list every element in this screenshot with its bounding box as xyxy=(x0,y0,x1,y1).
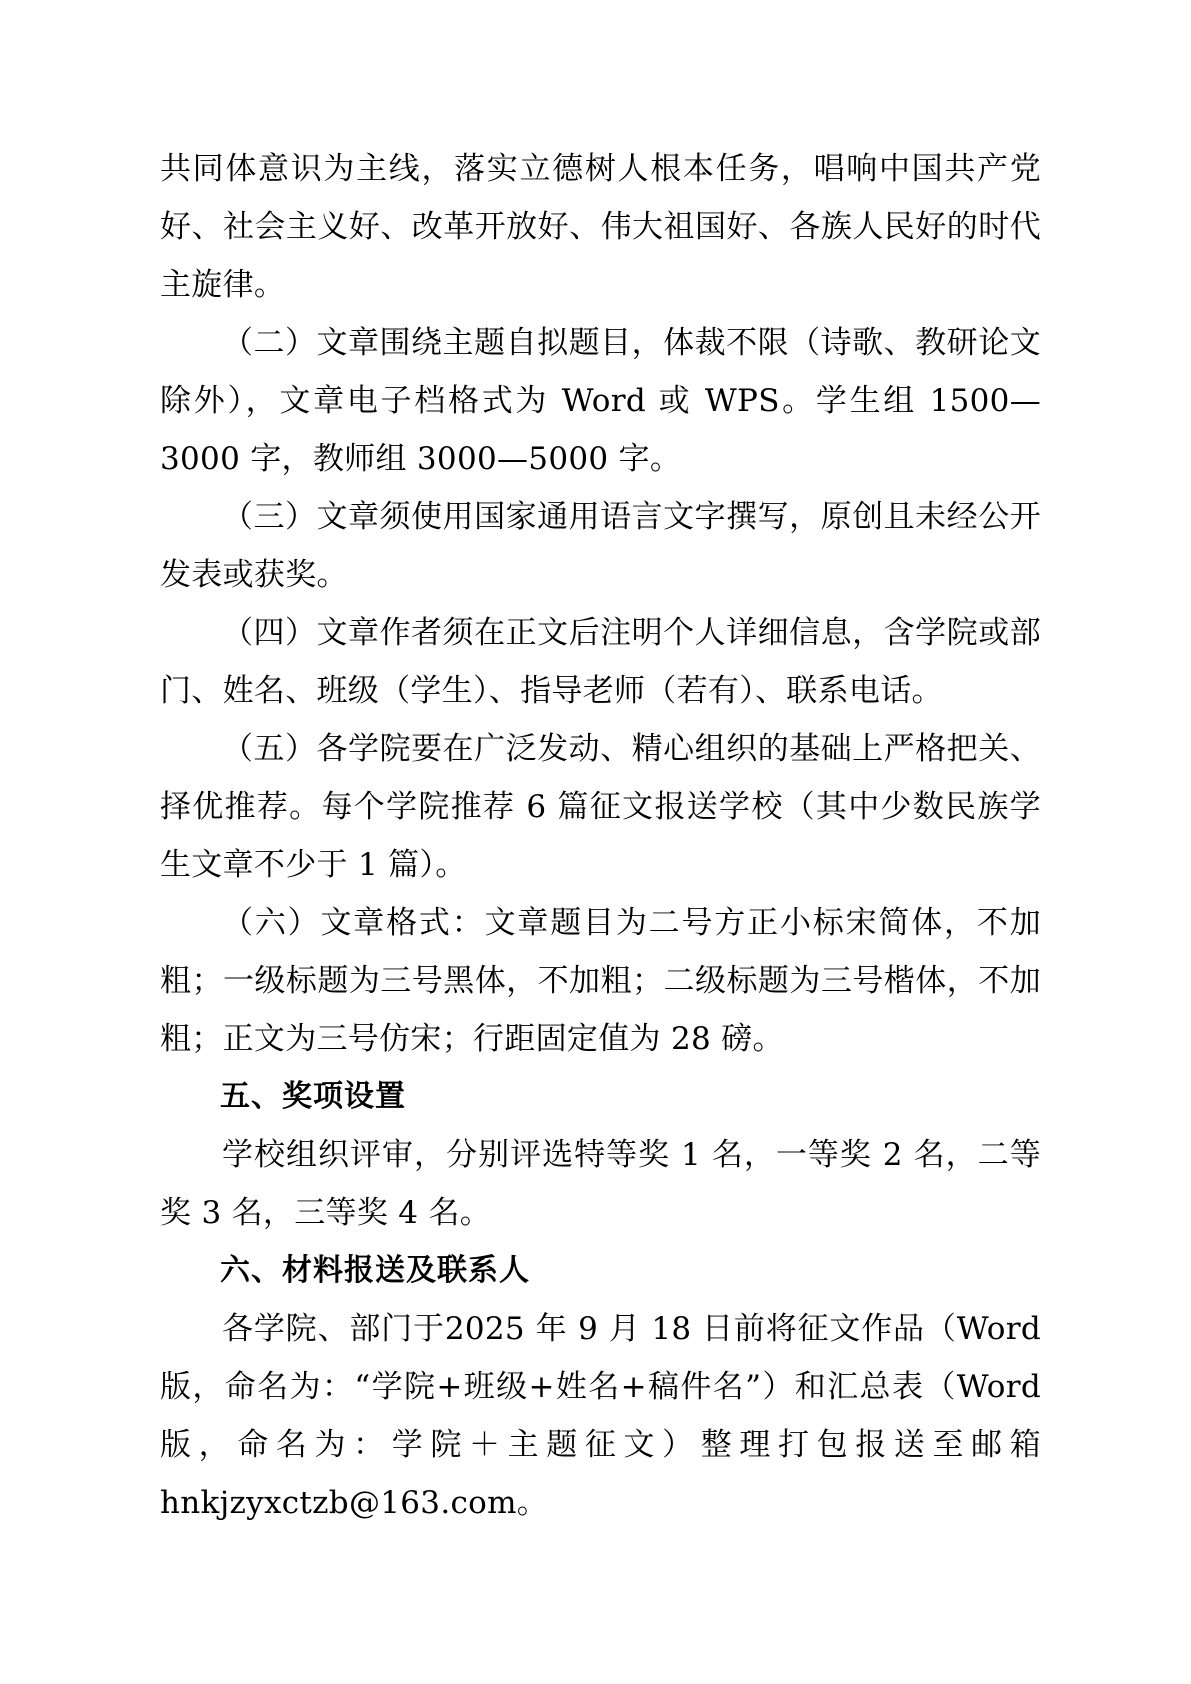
section-heading-five: 五、奖项设置 xyxy=(220,1079,406,1114)
paragraph-item-5: （五）各学院要在广泛发动、精心组织的基础上严格把关、择优推荐。每个学院推荐 6 篇征文报送学校（其中少数民族学生文章不少于 1 篇）。 xyxy=(160,731,1041,883)
section-heading-six: 六、材料报送及联系人 xyxy=(220,1253,530,1288)
document-body xyxy=(160,140,1041,1532)
paragraph-item-3: （三）文章须使用国家通用语言文字撰写，原创且未经公开发表或获奖。 xyxy=(160,499,1041,593)
paragraph-item-2: （二）文章围绕主题自拟题目，体裁不限（诗歌、教研论文除外），文章电子档格式为 Word 或 WPS。学生组 1500—3000 字，教师组 3000—5000 字。 xyxy=(160,325,1041,477)
paragraph-section-five-body: 学校组织评审，分别评选特等奖 1 名，一等奖 2 名，二等奖 3 名，三等奖 4 名。 xyxy=(160,1137,1041,1231)
paragraph-section-six-body: 各学院、部门于2025 年 9 月 18 日前将征文作品（Word 版，命名为：“学院+班级+姓名+稿件名”）和汇总表（Word 版，命名为：学院＋主题征文）整理打包报送至邮箱 hnkjzyxctzb@163.com。 xyxy=(160,1311,1041,1521)
paragraph-item-4: （四）文章作者须在正文后注明个人详细信息，含学院或部门、姓名、班级（学生）、指导老师（若有）、联系电话。 xyxy=(160,615,1041,709)
paragraph-continued-opening: 共同体意识为主线，落实立德树人根本任务，唱响中国共产党好、社会主义好、改革开放好、伟大祖国好、各族人民好的时代主旋律。 xyxy=(160,151,1041,303)
paragraph-item-6: （六）文章格式：文章题目为二号方正小标宋简体，不加粗；一级标题为三号黑体，不加粗；二级标题为三号楷体，不加粗；正文为三号仿宋；行距固定值为 28 磅。 xyxy=(160,905,1041,1057)
